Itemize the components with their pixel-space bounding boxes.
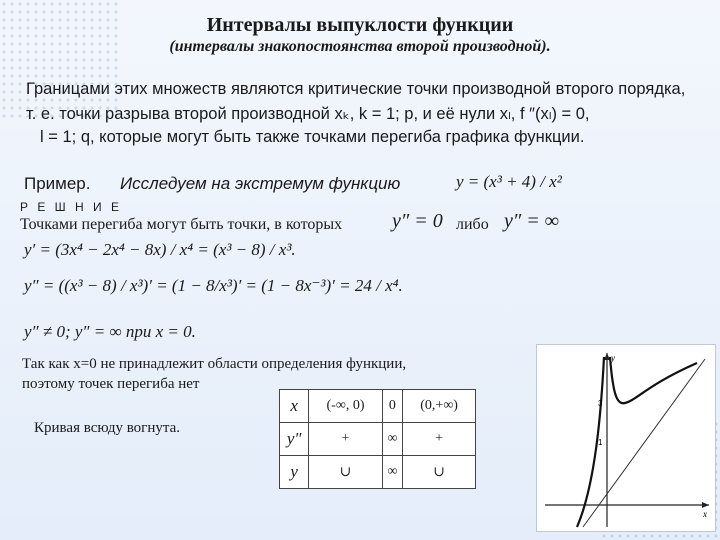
inflection-condition-zero: y″ = 0 xyxy=(392,210,443,232)
tick-label-upper: 3 xyxy=(598,399,603,408)
inflection-condition-infinity: y″ = ∞ xyxy=(504,210,559,232)
conclusion-line-2: поэтому точек перегиба нет xyxy=(22,376,200,392)
table-cell: ∪ xyxy=(309,456,382,489)
inflection-or: либо xyxy=(456,216,489,233)
slide-title: Интервалы выпуклости функции xyxy=(206,14,514,36)
function-graph xyxy=(536,344,716,532)
table-cell: 0 xyxy=(382,390,403,423)
example-text: Исследуем на экстремум функцию xyxy=(120,174,401,193)
x-axis-arrow xyxy=(702,502,709,508)
table-cell: ∞ xyxy=(382,456,403,489)
table-cell: ∞ xyxy=(382,423,403,456)
conclusion-line-1: Так как x=0 не принадлежит области определения функции, xyxy=(22,356,407,372)
table-cell: x xyxy=(280,390,309,423)
table-row xyxy=(280,390,476,423)
second-derivative-zeros: y″ ≠ 0; y″ = ∞ при x = 0. xyxy=(24,322,196,341)
table-cell: y″ xyxy=(280,423,309,456)
tick-label-lower: 1 xyxy=(598,438,603,447)
paragraph-line-3: l = 1; q, которые могут быть также точками перегиба графика функции. xyxy=(40,128,585,146)
paragraph-line-1: Границами этих множеств являются критические точки производной второго порядка, xyxy=(26,80,686,98)
paragraph-line-2: т. е. точки разрыва второй производной xₖ, k = 1; p, и её нули xₗ, f ″(xₗ) = 0, xyxy=(26,105,590,123)
table-row xyxy=(280,456,476,489)
x-axis-label: x xyxy=(703,509,707,519)
table-cell: (0,+∞) xyxy=(403,390,476,423)
slide-subtitle: (интервалы знакопостоянства второй производной). xyxy=(169,38,551,55)
graph-svg xyxy=(537,345,715,531)
solution-label: Р Е Ш Н И Е xyxy=(20,200,122,214)
table-cell: y xyxy=(280,456,309,489)
inflection-text: Точками перегиба могут быть точки, в которых xyxy=(20,216,343,233)
example-label: Пример. xyxy=(24,174,91,193)
table-cell: ∪ xyxy=(403,456,476,489)
y-axis-label: y xyxy=(611,353,615,363)
table-cell: + xyxy=(403,423,476,456)
table-cell: (-∞, 0) xyxy=(309,390,382,423)
conclusion-line-3: Кривая всюду вогнута. xyxy=(34,420,181,436)
table-row xyxy=(280,423,476,456)
sign-table xyxy=(279,389,476,489)
curve-right-branch xyxy=(610,357,697,403)
example-function: y = (x³ + 4) / x² xyxy=(456,172,562,191)
second-derivative: y″ = ((x³ − 8) / x³)′ = (1 − 8/x³)′ = (1 − 8x⁻³)′ = 24 / x⁴. xyxy=(24,276,403,295)
table-cell: + xyxy=(309,423,382,456)
first-derivative: y′ = (3x⁴ − 2x⁴ − 8x) / x⁴ = (x³ − 8) / x³. xyxy=(24,240,296,259)
